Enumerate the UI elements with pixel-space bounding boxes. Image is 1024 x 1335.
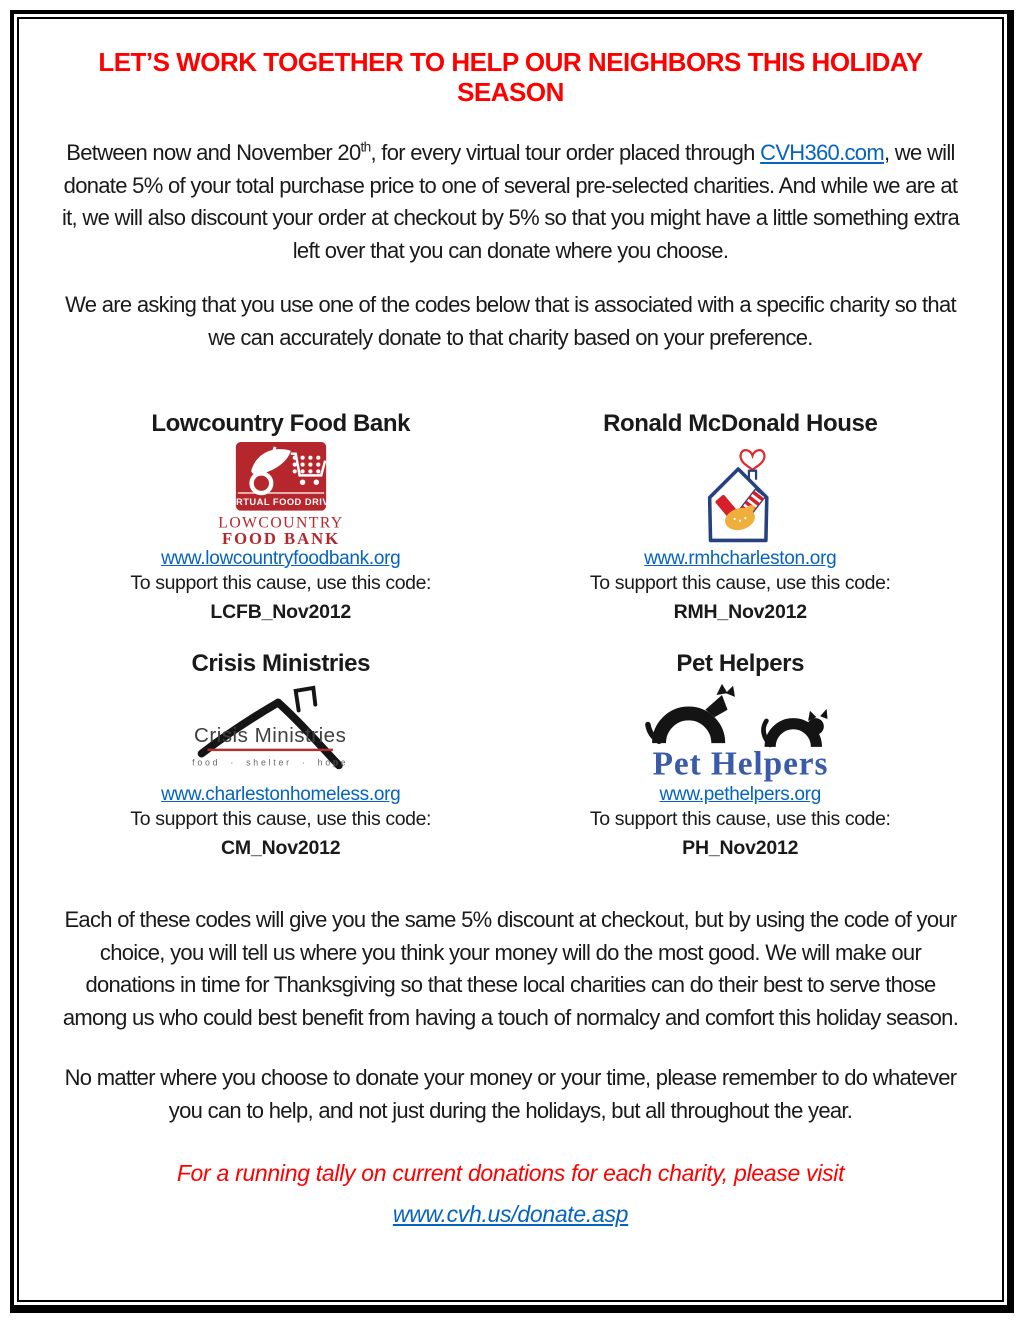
- charity-code: CM_Nov2012: [221, 837, 341, 859]
- page-title: LET’S WORK TOGETHER TO HELP OUR NEIGHBORS THIS HOLIDAY SEASON: [98, 47, 923, 107]
- flyer-page: [10, 10, 1014, 1313]
- charity-name: Pet Helpers: [676, 650, 805, 677]
- codes-intro-paragraph: We are asking that you use one of the codes below that is associated with a specific charity so that we can accurately donate to that charity based on your preference.: [65, 292, 956, 350]
- crisis-tagline: food · shelter · hope: [191, 757, 349, 768]
- support-text: To support this cause, use this code:: [130, 808, 432, 830]
- crisis-ministries-logo: [186, 683, 376, 781]
- lfb-wordmark-line1: LOWCOUNTRY: [218, 514, 344, 532]
- closing-paragraph: No matter where you choose to donate your money or your time, please remember to do whatever you can to help, and not just during the holidays, but all throughout the year.: [64, 1065, 957, 1123]
- ronald-mcdonald-house-url[interactable]: www.rmhcharleston.org: [644, 548, 837, 569]
- charity-logo-wrap: [695, 442, 785, 546]
- crisis-ministries-url[interactable]: www.charlestonhomeless.org: [161, 784, 401, 805]
- cvh360-link[interactable]: CVH360.com: [760, 140, 884, 165]
- tally-text: For a running tally on current donations for each charity, please visit: [176, 1160, 845, 1186]
- crisis-wordmark: Crisis Ministries: [193, 723, 347, 747]
- charity-grid: [59, 410, 962, 860]
- lfb-wordmark-line2: FOOD BANK: [221, 529, 340, 546]
- charity-code: PH_Nov2012: [682, 837, 799, 859]
- intro-text-3: , we will donate 5% of your total purchase price to one of several pre-selected charities. And while we are at it, we will also discount your order at checkout by 5% so that you might have a little something extra left over that you can donate where you choose.: [61, 140, 960, 263]
- charity-logo-wrap: [186, 682, 376, 782]
- charity-logo-wrap: [191, 442, 371, 546]
- charity-logo-wrap: [623, 682, 858, 782]
- support-text: To support this cause, use this code:: [589, 808, 891, 830]
- charity-card-lowcountry-food-bank: [59, 410, 503, 624]
- intro-text-1: Between now and November 20: [66, 140, 361, 165]
- intro-paragraph: [59, 137, 962, 267]
- charity-card-ronald-mcdonald-house: [519, 410, 963, 624]
- support-text: To support this cause, use this code:: [130, 572, 432, 594]
- ronald-mcdonald-house-logo: [695, 444, 785, 544]
- support-text: To support this cause, use this code:: [589, 572, 891, 594]
- charity-name: Ronald McDonald House: [603, 410, 878, 437]
- charity-name: Crisis Ministries: [191, 650, 371, 677]
- pet-helpers-logo: [623, 682, 858, 782]
- charity-card-pet-helpers: [519, 650, 963, 860]
- lowcountry-food-bank-url[interactable]: www.lowcountryfoodbank.org: [161, 548, 401, 569]
- intro-text-2: , for every virtual tour order placed through: [370, 140, 761, 165]
- lowcountry-food-bank-logo: [191, 442, 371, 546]
- donate-tally-link[interactable]: www.cvh.us/donate.asp: [392, 1201, 629, 1227]
- pet-helpers-wordmark: Pet Helpers: [652, 745, 829, 782]
- pet-helpers-url[interactable]: www.pethelpers.org: [659, 784, 821, 805]
- charity-code: RMH_Nov2012: [673, 601, 807, 623]
- charity-code: LCFB_Nov2012: [210, 601, 352, 623]
- ordinal-suffix: th: [360, 139, 371, 155]
- charity-card-crisis-ministries: [59, 650, 503, 860]
- lfb-banner-text: VIRTUAL FOOD DRIVE: [225, 496, 336, 507]
- charity-name: Lowcountry Food Bank: [151, 410, 411, 437]
- flyer-content: [17, 17, 1004, 1302]
- discount-paragraph: Each of these codes will give you the same 5% discount at checkout, but by using the code of your choice, you will tell us where you think your money will do the most good. We will make our donations in time for Thanksgiving so that these local charities can do their best to serve those among us who could best benefit from having a touch of normalcy and comfort this holiday season.: [62, 907, 959, 1030]
